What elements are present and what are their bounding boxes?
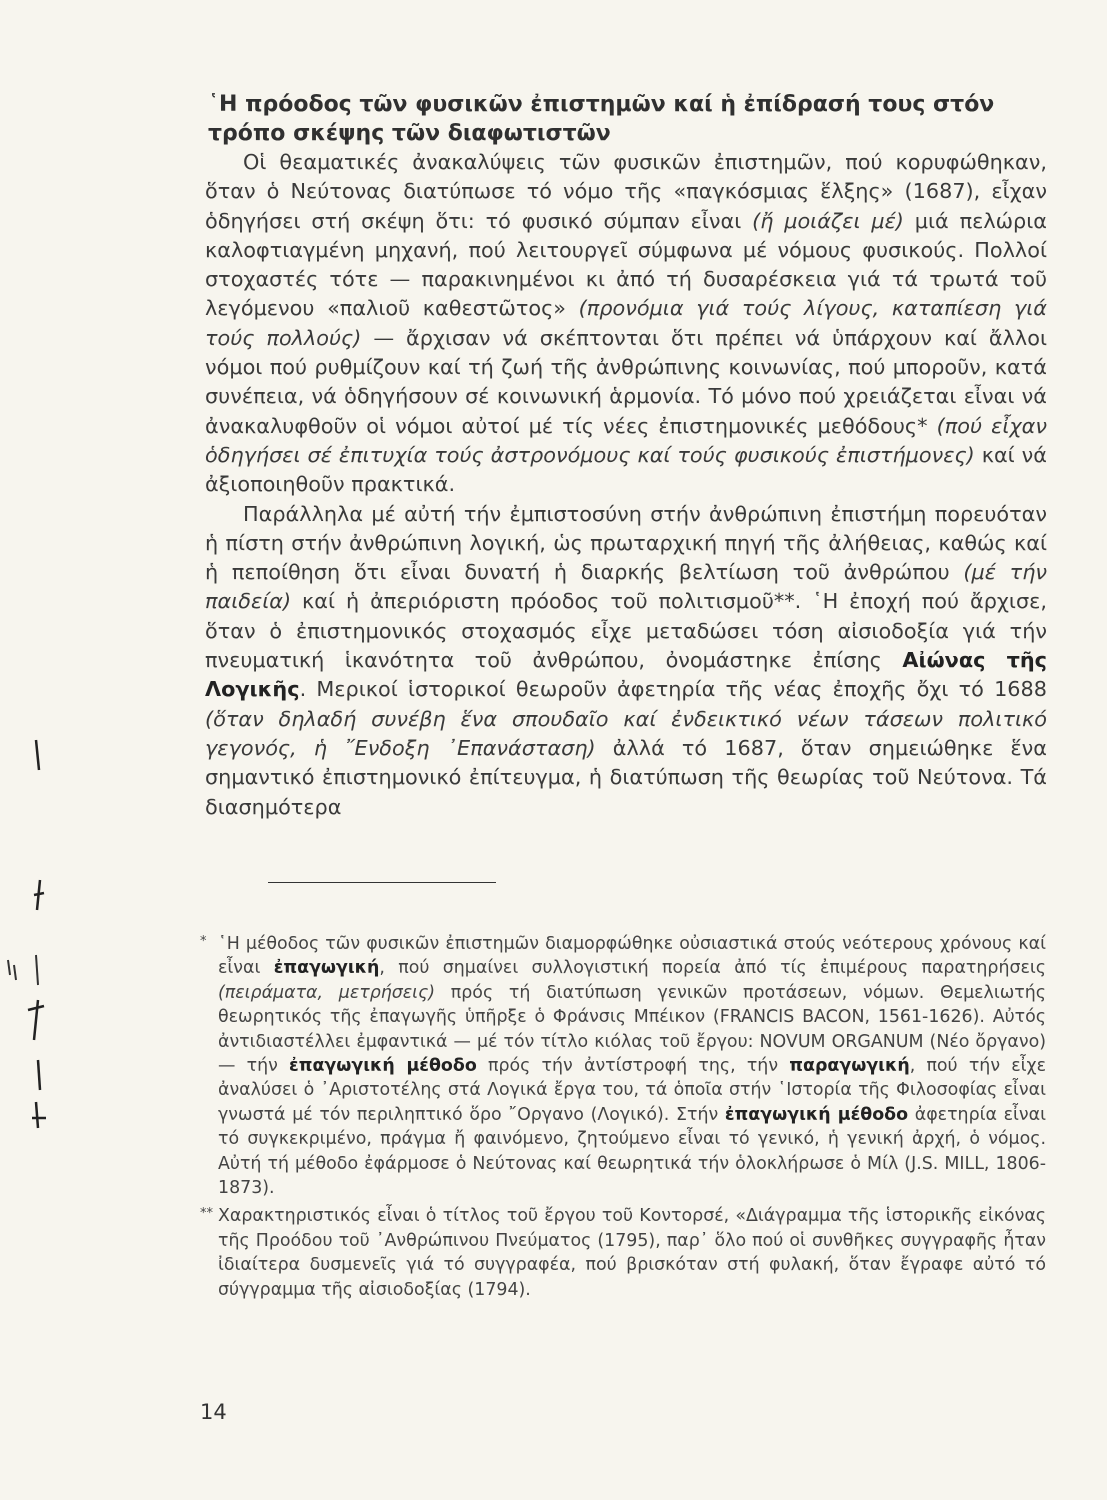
- page-number: 14: [200, 1400, 227, 1424]
- fn1-bold-3: παραγωγική: [789, 1056, 910, 1077]
- p2-italic-2: (ὅταν δηλαδή συνέβη ἕνα σπουδαῖο καί ἐνδεικτικό νέων τάσεων πολιτικό γεγονός, ἡ ῎Ενδοξη ᾿Επανάσταση): [205, 706, 1047, 760]
- p2-text-3: . Μερικοί ἱστορικοί θεωροῦν ἀφετηρία τῆς νέας ἐποχῆς ὄχι τό 1688: [299, 677, 1047, 702]
- fn1-text-2: , πού σημαίνει συλλογιστική πορεία ἀπό τίς ἐπιμέρους παρατηρήσεις: [379, 958, 1046, 979]
- fn2-text: Χαρακτηριστικός εἶναι ὁ τίτλος τοῦ ἔργου τοῦ Κοντορσέ, «Διάγραμμα τῆς ἱστορικῆς εἰκόνας τῆς Προόδου τοῦ ᾿Ανθρώπινου Πνεύματος (1795), παρ᾿ ὅλο πού οἱ συνθῆκες συγγραφῆς ἦταν ἰδιαίτερα δυσμενεῖς γιά τό συγγραφέα, πού βρισκόταν στή φυλακή, ὅταν ἔγραφε αὐτό τό σύγγραμμα τῆς αἰσιοδοξίας (1794).: [218, 1206, 1046, 1300]
- footnote-1-mark: *: [200, 934, 207, 949]
- p2-text-2: καί ἡ ἀπεριόριστη πρόοδος τοῦ πολιτισμοῦ**. ῾Η ἐποχή πού ἄρχισε, ὅταν ὁ ἐπιστημονικός στοχασμός εἶχε μεταδώσει τόση αἰσιοδοξία γιά τήν πνευματική ἱκανότητα τοῦ ἀνθρώπου, ὀνομάστηκε ἐπίσης: [205, 589, 1047, 673]
- fn1-bold-2: ἐπαγωγική μέθοδο: [289, 1056, 477, 1077]
- fn1-bold-4: ἐπαγωγική μέθοδο: [724, 1104, 909, 1125]
- p1-italic-1: (ἤ μοιάζει μέ): [752, 208, 904, 233]
- fn1-text-1: ῾Η μέθοδος τῶν φυσικῶν ἐπιστημῶν διαμορφώθηκε οὐσιαστικά στούς νεότερους χρόνους καί εἶναι: [218, 934, 1046, 979]
- p2-bold-1: Αἰώνας τῆς Λογικῆς: [205, 648, 1048, 702]
- fn1-text-3: πρός τή διατύπωση γενικῶν προτάσεων, νόμων. Θεμελιωτής θεωρητικός τῆς ἐπαγωγῆς ὑπῆρξε ὁ Φράνσις Μπέικον (FRANCIS BACON, 1561-1626). Αὐτός ἀντιδιαστέλλει ἐμφαντικά — μέ τόν τίτλο κιόλας τοῦ ἔργου: NOVUM ORGANUM (Νέο ὄργανο) — τήν: [218, 982, 1046, 1077]
- p1-italic-2: (προνόμια γιά τούς λίγους, καταπίεση γιά τούς πολλούς): [205, 296, 1047, 350]
- p1-text-4: καί νά ἀξιοποιηθοῦν πρακτικά.: [205, 442, 1047, 497]
- p2-text-4: ἀλλά τό 1687, ὅταν σημειώθηκε ἕνα σημαντικό ἐπιστημονικό ἐπίτευγμα, ἡ διατύπωση τῆς θεωρίας τοῦ Νεύτονα. Τά διασημότερα: [205, 735, 1047, 819]
- p1-text-2: μιά πελώρια καλοφτιαγμένη μηχανή, πού λειτουργεῖ σύμφωνα μέ νόμους φυσικούς. Πολλοί στοχαστές τότε — παρακινημένοι κι ἀπό τή δυσαρέσκεια γιά τά τρωτά τοῦ λεγόμενου «παλιοῦ καθεστῶτος»: [205, 208, 1048, 321]
- footnote-2-mark: **: [200, 1206, 213, 1222]
- fn1-italic-1: (πειράματα, μετρήσεις): [218, 982, 436, 1003]
- p1-text-1: Οἱ θεαματικές ἀνακαλύψεις τῶν φυσικῶν ἐπιστημῶν, πού κορυφώθηκαν, ὅταν ὁ Νεύτονας διατύπωσε τό νόμο τῆς «παγκόσμιας ἕλξης» (1687), εἶχαν ὁδηγήσει στή σκέψη ὅτι: τό φυσικό σύμπαν εἶναι: [205, 150, 1047, 233]
- fn1-text-5: , πού τήν εἶχε ἀναλύσει ὁ ᾿Αριστοτέλης στά Λογικά ἔργα του, τά ὁποῖα στήν ῾Ιστορία τῆς Φιλοσοφίας εἶναι γνωστά μέ τόν περιληπτικό ὅρο ῎Οργανο (Λογικό). Στήν: [218, 1056, 1046, 1125]
- section-heading: ῾Η πρόοδος τῶν φυσικῶν ἐπιστημῶν καί ἡ ἐπίδρασή τους στόν τρόπο σκέψης τῶν διαφωτιστῶν: [208, 92, 995, 146]
- p2-text-1: Παράλληλα μέ αὐτή τήν ἐμπιστοσύνη στήν ἀνθρώπινη ἐπιστήμη πορευόταν ἡ πίστη στήν ἀνθρώπινη λογική, ὡς πρωταρχική πηγή τῆς ἀλήθειας, καθώς καί ἡ πεποίθηση ὅτι εἶναι δυνατή ἡ διαρκής βελτίωση τοῦ ἀνθρώπου: [205, 501, 1047, 585]
- p1-italic-3: (πού εἶχαν ὁδηγήσει σέ ἐπιτυχία τούς ἀστρονόμους καί τούς φυσικούς ἐπιστήμονες): [205, 413, 1047, 467]
- fn1-text-6: ἀφετηρία εἶναι τό συγκεκριμένο, πράγμα ἤ φαινόμενο, ζητούμενο εἶναι τό γενικό, ἡ γενική ἀρχή, ὁ νόμος. Αὐτή τή μέθοδο ἐφάρμοσε ὁ Νεύτονας καί θεωρητικά τήν ὁλοκλήρωσε ὁ Μίλ (J.S. MILL, 1806-1873).: [218, 1104, 1046, 1199]
- p1-text-3: — ἄρχισαν νά σκέπτονται ὅτι πρέπει νά ὑπάρχουν καί ἄλλοι νόμοι πού ρυθμίζουν καί τή ζωή τῆς ἀνθρώπινης κοινωνίας, πού μποροῦν, κατά συνέπεια, νά ὁδηγήσουν σέ κοινωνική ἁρμονία. Τό μόνο πού χρειάζεται εἶναι νά ἀνακαλυφθοῦν οἱ νόμοι αὐτοί μέ τίς νέες ἐπιστημονικές μεθόδους*: [205, 325, 1047, 438]
- p2-italic-1: (μέ τήν παιδεία): [205, 560, 1047, 614]
- fn1-text-4: πρός τήν ἀντίστροφή της, τήν: [476, 1056, 790, 1077]
- fn1-bold-1: ἐπαγωγική: [273, 958, 380, 979]
